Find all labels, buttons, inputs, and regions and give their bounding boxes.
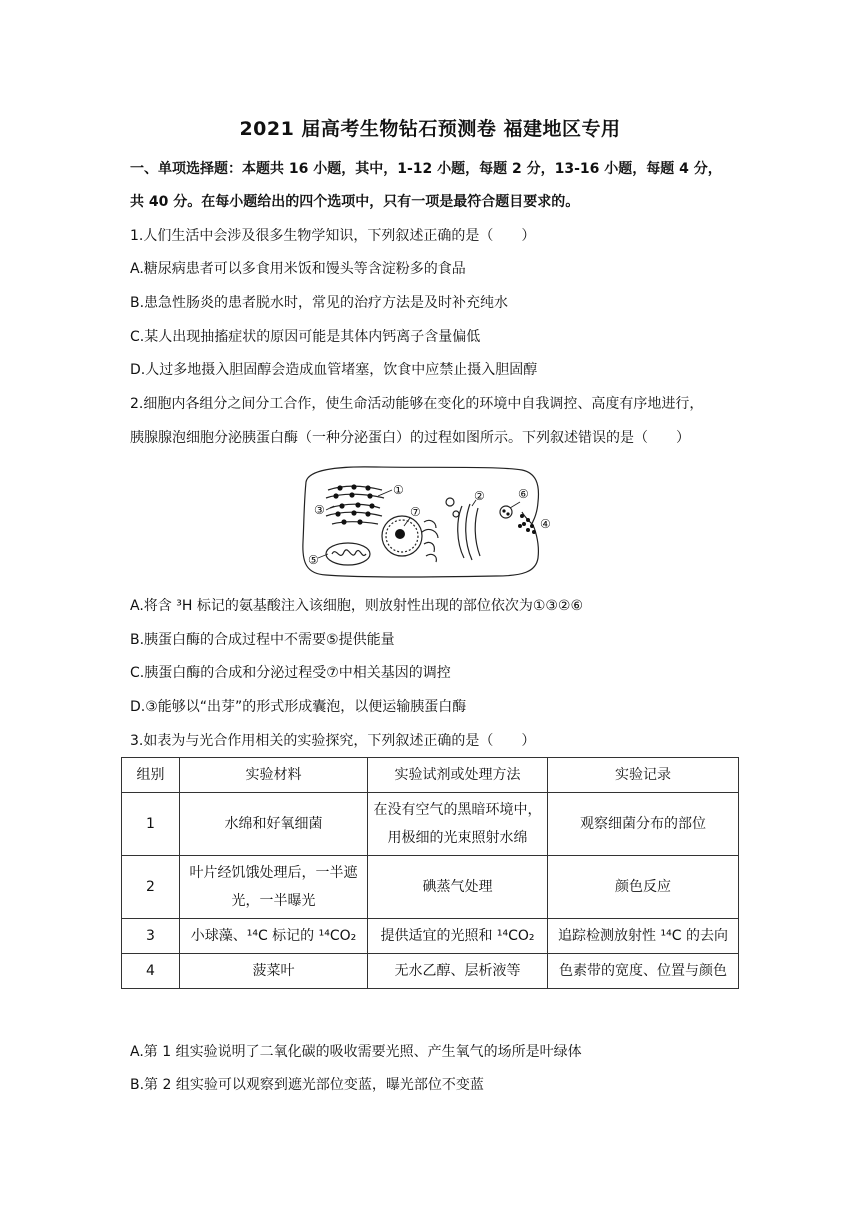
figure-label-6: ⑥: [518, 487, 529, 501]
table-row: [122, 856, 739, 919]
question-2-option-d: D.③能够以“出芽”的形式形成囊泡，以便运输胰蛋白酶: [130, 699, 467, 715]
table-header: 实验试剂或处理方法: [368, 758, 548, 793]
table-cell: 颜色反应: [548, 856, 739, 919]
question-2-option-b: B.胰蛋白酶的合成过程中不需要⑤提供能量: [130, 632, 395, 648]
cell-membrane: [303, 467, 539, 577]
table-cell: 3: [122, 919, 180, 954]
table-cell: 1: [122, 793, 180, 856]
table-cell: 菠菜叶: [180, 954, 368, 989]
figure-label-3: ③: [314, 503, 325, 517]
pancreatic-acinar-cell-diagram: [296, 462, 551, 580]
table-header: 实验记录: [548, 758, 739, 793]
table-cell: 在没有空气的黑暗环境中，用极细的光束照射水绵: [368, 793, 548, 856]
figure-label-7: ⑦: [410, 505, 421, 519]
table-cell: 叶片经饥饿处理后，一半遮光，一半曝光: [180, 856, 368, 919]
figure-label-2: ②: [474, 489, 485, 503]
table-row: [122, 954, 739, 989]
question-1-option-a: A.糖尿病患者可以多食用米饭和馒头等含淀粉多的食品: [130, 261, 466, 277]
table-header: 组别: [122, 758, 180, 793]
question-2-stem-line-1: 2.细胞内各组分之间分工合作，使生命活动能够在变化的环境中自我调控、高度有序地进行，: [130, 396, 704, 412]
table-row: [122, 793, 739, 856]
table-cell: 无水乙醇、层析液等: [368, 954, 548, 989]
table-cell: 追踪检测放射性 ¹⁴C 的去向: [548, 919, 739, 954]
table-header: 实验材料: [180, 758, 368, 793]
figure-label-1: ①: [393, 483, 404, 497]
table-row: [122, 919, 739, 954]
question-2-stem-line-2: 胰腺腺泡细胞分泌胰蛋白酶（一种分泌蛋白）的过程如图所示。下列叙述错误的是（ ）: [130, 430, 690, 446]
table-cell: 碘蒸气处理: [368, 856, 548, 919]
figure-label-4: ④: [540, 517, 551, 531]
table-cell: 色素带的宽度、位置与颜色: [548, 954, 739, 989]
question-1-option-d: D.人过多地摄入胆固醇会造成血管堵塞，饮食中应禁止摄入胆固醇: [130, 362, 538, 378]
experiment-table: [121, 757, 739, 989]
question-3-option-b: B.第 2 组实验可以观察到遮光部位变蓝，曝光部位不变蓝: [130, 1077, 484, 1093]
table-cell: 提供适宜的光照和 ¹⁴CO₂: [368, 919, 548, 954]
table-cell: 水绵和好氧细菌: [180, 793, 368, 856]
table-cell: 观察细菌分布的部位: [548, 793, 739, 856]
table-cell: 小球藻、¹⁴C 标记的 ¹⁴CO₂: [180, 919, 368, 954]
question-3-stem: 3.如表为与光合作用相关的实验探究，下列叙述正确的是（ ）: [130, 733, 536, 749]
table-cell: 4: [122, 954, 180, 989]
question-3-option-a: A.第 1 组实验说明了二氧化碳的吸收需要光照、产生氧气的场所是叶绿体: [130, 1044, 582, 1060]
page-title: 2021 届高考生物钻石预测卷 福建地区专用: [239, 118, 621, 140]
question-1-stem: 1.人们生活中会涉及很多生物学知识，下列叙述正确的是（ ）: [130, 228, 536, 244]
question-1-option-c: C.某人出现抽搐症状的原因可能是其体内钙离子含量偏低: [130, 329, 481, 345]
question-1-option-b: B.患急性肠炎的患者脱水时，常见的治疗方法是及时补充纯水: [130, 295, 509, 311]
question-2-option-a: A.将含 ³H 标记的氨基酸注入该细胞，则放射性出现的部位依次为①③②⑥: [130, 598, 584, 614]
figure-label-5: ⑤: [308, 553, 319, 567]
section-instructions-line-2: 共 40 分。在每小题给出的四个选项中，只有一项是最符合题目要求的。: [130, 194, 580, 210]
table-header-row: [122, 758, 739, 793]
table-cell: 2: [122, 856, 180, 919]
question-2-option-c: C.胰蛋白酶的合成和分泌过程受⑦中相关基因的调控: [130, 665, 451, 681]
section-instructions-line-1: 一、单项选择题：本题共 16 小题，其中，1-12 小题，每题 2 分，13-16 小题，每题 4 分，: [130, 161, 722, 177]
